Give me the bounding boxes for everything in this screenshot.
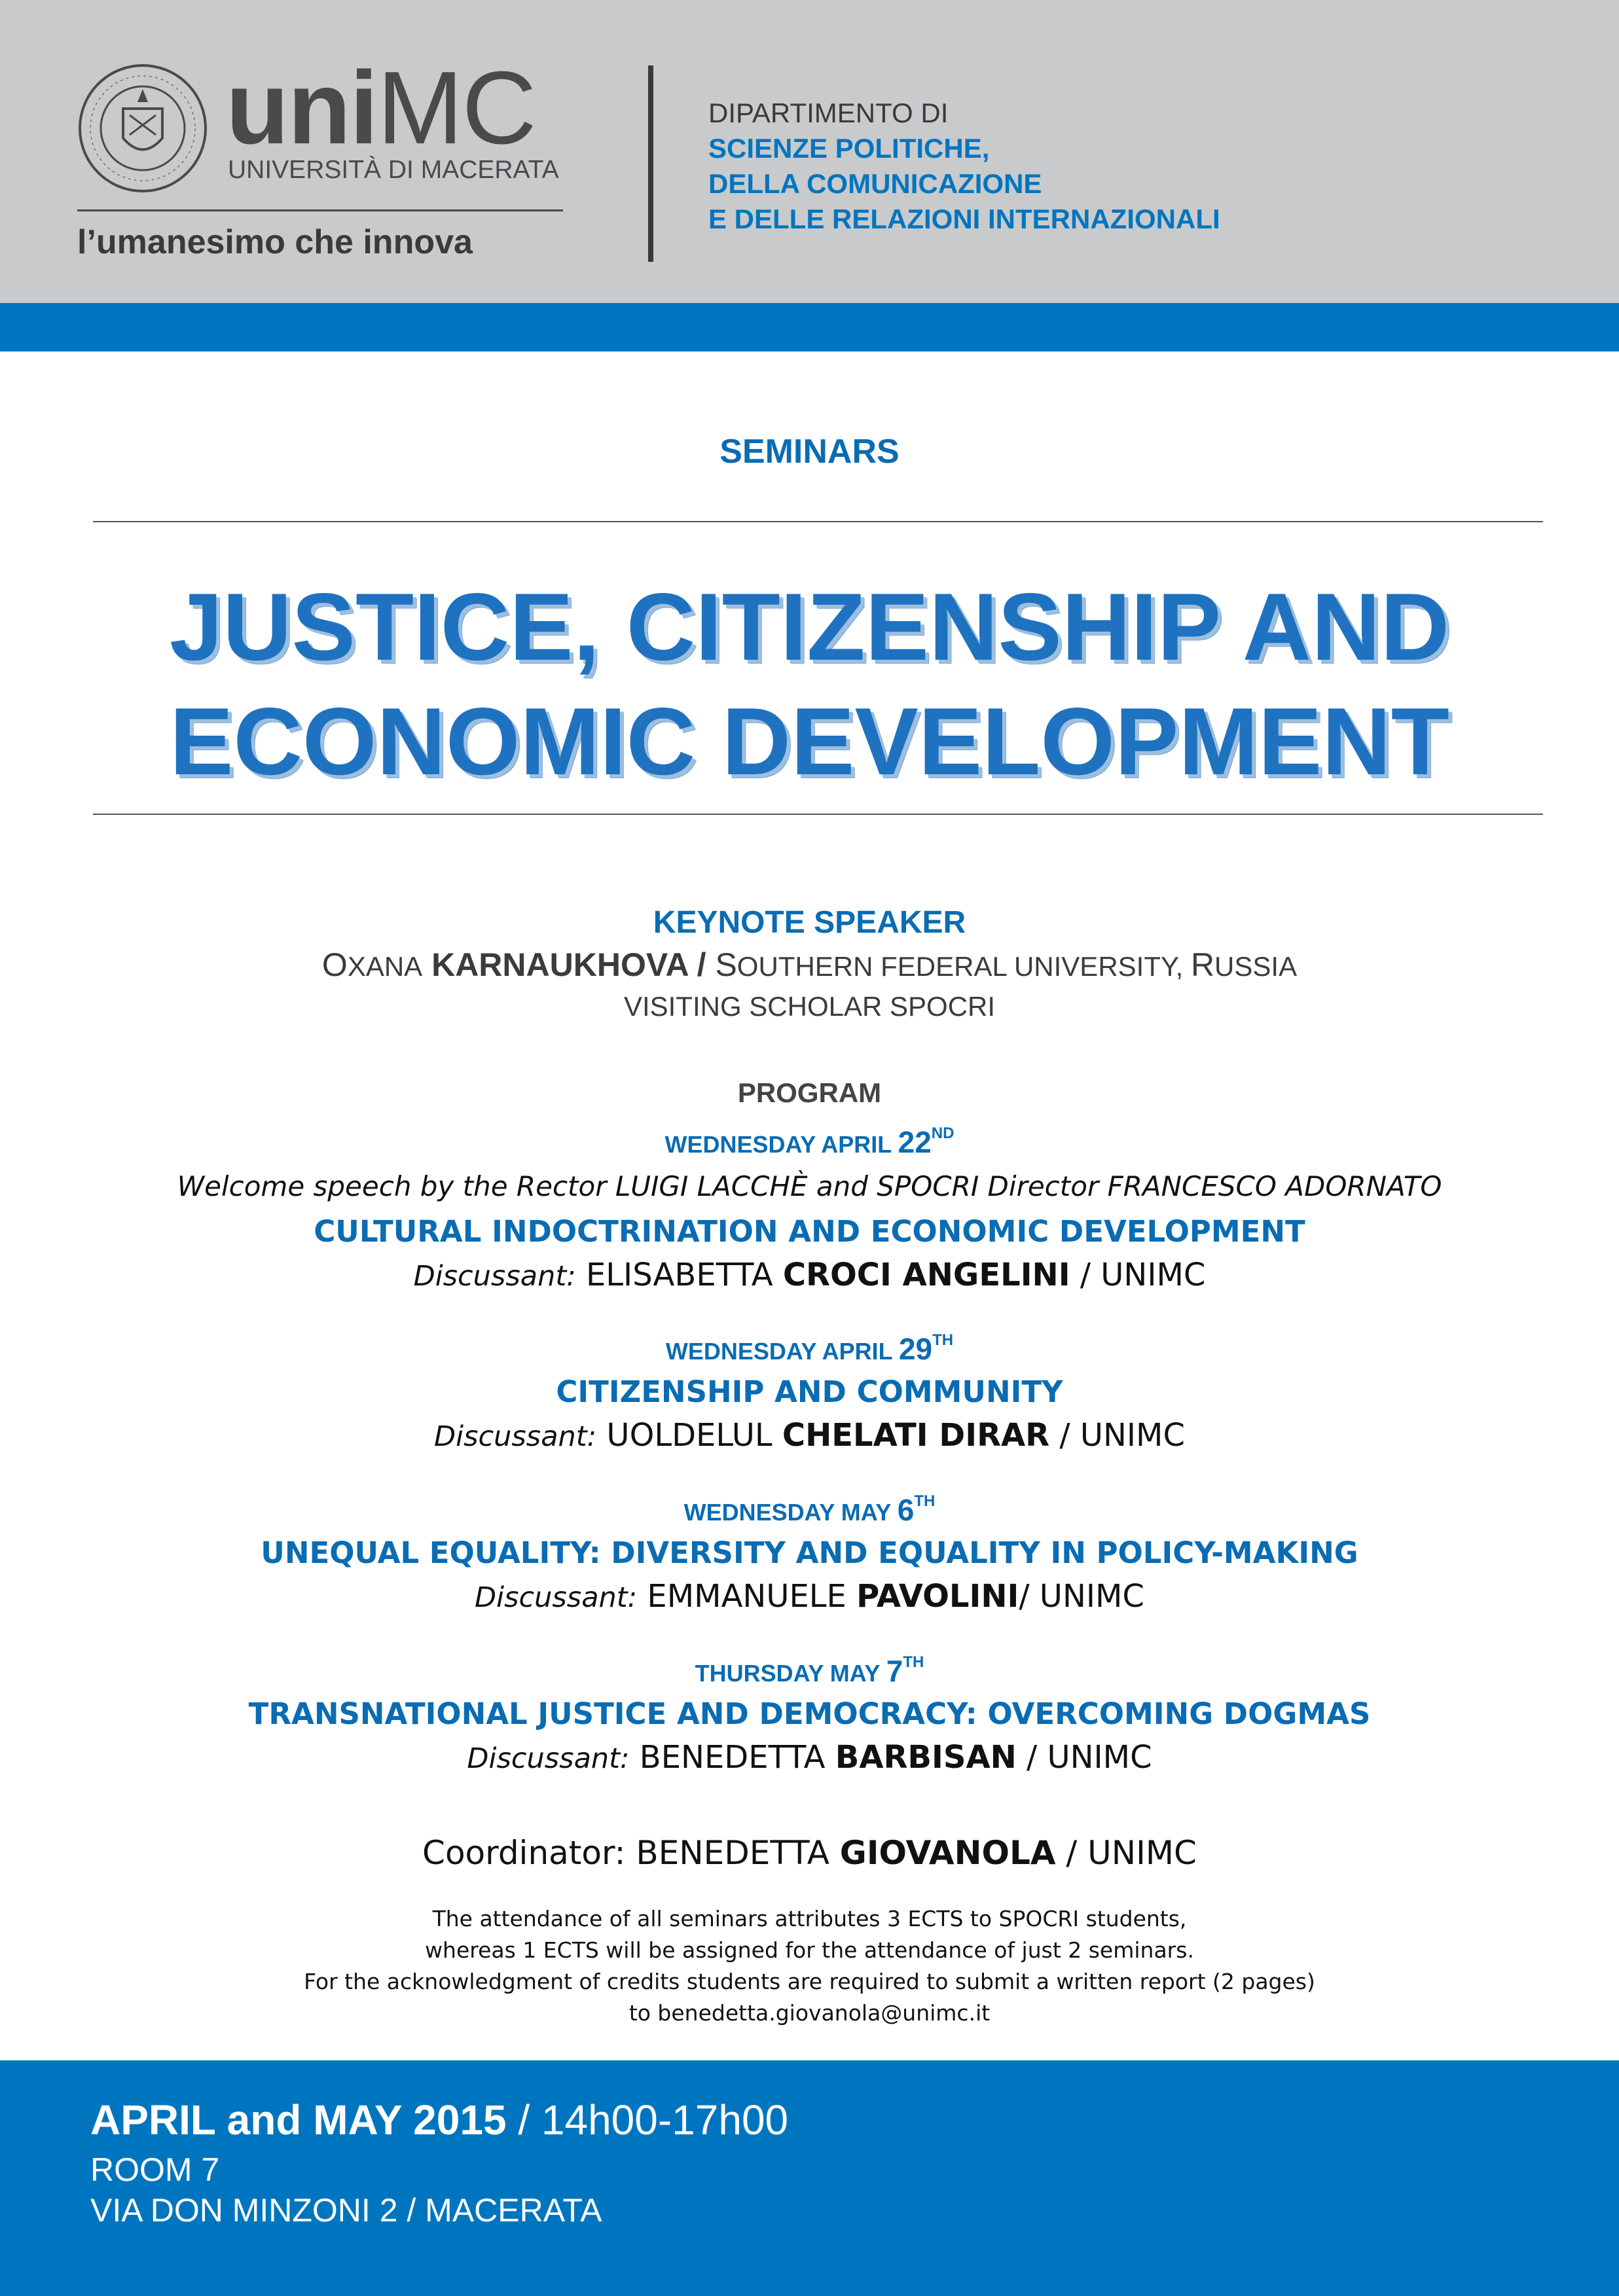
event-time: 14h00-17h00	[541, 2096, 789, 2144]
session-3-suffix: TH	[914, 1492, 936, 1510]
session-3-day: 6	[897, 1493, 915, 1527]
header-band	[0, 0, 1619, 303]
note-line-4: to benedetta.giovanola@unimc.it	[628, 2000, 991, 2026]
discussant-last: BARBISAN	[835, 1739, 1017, 1776]
header-blue-band	[0, 303, 1619, 351]
logo-uni: uni	[226, 50, 377, 166]
discussant-label: Discussant:	[475, 1581, 638, 1614]
session-1-date-text: WEDNESDAY APRIL	[664, 1131, 898, 1158]
logo-mc: MC	[376, 50, 536, 166]
discussant-affil: / UNIMC	[1019, 1578, 1144, 1615]
session-2-discussant	[0, 1417, 1619, 1454]
event-sep: /	[506, 2096, 541, 2144]
session-4-suffix: TH	[903, 1653, 924, 1671]
session-3-date-text: WEDNESDAY MAY	[683, 1499, 898, 1526]
note-line-1: The attendance of all seminars attributes 3 ECTS to SPOCRI students,	[432, 1906, 1187, 1931]
footer-band	[0, 2060, 1619, 2296]
discussant-last: CROCI ANGELINI	[782, 1257, 1070, 1293]
session-1-discussant	[0, 1257, 1619, 1293]
session-2-suffix: TH	[932, 1331, 954, 1349]
event-address: VIA DON MINZONI 2 / MACERATA	[90, 2192, 602, 2229]
session-4-day: 7	[886, 1654, 903, 1688]
session-4-date-text: THURSDAY MAY	[695, 1660, 886, 1687]
logo-divider	[77, 209, 563, 211]
university-name: UNIVERSITÀ DI MACERATA	[228, 156, 559, 184]
department-name	[708, 96, 1220, 237]
discussant-last: CHELATI DIRAR	[782, 1417, 1050, 1454]
tagline: l’umanesimo che innova	[77, 223, 473, 261]
session-1-date	[0, 1124, 1619, 1160]
seminars-label: SEMINARS	[719, 433, 900, 471]
discussant-label: Discussant:	[434, 1420, 597, 1453]
department-line-2: SCIENZE POLITICHE,	[708, 133, 990, 164]
coordinator	[0, 1834, 1619, 1872]
session-1-welcome: Welcome speech by the Rector LUIGI LACCHÈ and SPOCRI Director FRANCESCO ADORNATO	[177, 1170, 1442, 1202]
country-initial: R	[1190, 946, 1215, 983]
discussant-last: PAVOLINI	[856, 1578, 1019, 1615]
session-3-date	[0, 1492, 1619, 1528]
event-dates	[90, 2096, 788, 2144]
university-seal-icon	[77, 63, 208, 194]
title-bottom-rule	[93, 814, 1543, 815]
session-2-day: 29	[898, 1332, 933, 1366]
discussant-first: EMMANUELE	[637, 1578, 857, 1615]
session-1-day: 22	[898, 1125, 932, 1159]
session-4-discussant	[0, 1739, 1619, 1776]
coordinator-affil: / UNIMC	[1055, 1834, 1197, 1872]
speaker-surname: KARNAUKHOVA	[431, 946, 688, 983]
header-vertical-divider	[648, 65, 653, 262]
program-label: PROGRAM	[737, 1077, 882, 1108]
session-2-date-text: WEDNESDAY APRIL	[665, 1338, 899, 1365]
discussant-label: Discussant:	[413, 1260, 576, 1293]
note-line-2: whereas 1 ECTS will be assigned for the attendance of just 2 seminars.	[425, 1937, 1194, 1963]
speaker-first-initial: O	[321, 946, 348, 983]
speaker-first-rest: XANA	[347, 951, 423, 982]
event-room: ROOM 7	[90, 2151, 220, 2188]
session-1-suffix: ND	[931, 1124, 955, 1142]
country-sep: ,	[1175, 951, 1191, 982]
discussant-affil: / UNIMC	[1049, 1417, 1185, 1454]
session-3-discussant	[0, 1578, 1619, 1615]
department-line-1: DIPARTIMENTO DI	[708, 98, 949, 128]
keynote-label: KEYNOTE SPEAKER	[653, 905, 966, 940]
discussant-first: ELISABETTA	[575, 1257, 783, 1293]
title-line-2: ECONOMIC DEVELOPMENT	[170, 688, 1449, 795]
discussant-affil: / UNIMC	[1016, 1739, 1152, 1776]
affil-rest: OUTHERN FEDERAL UNIVERSITY	[737, 951, 1176, 982]
speaker-role: VISITING SCHOLAR SPOCRI	[623, 991, 996, 1022]
session-2-date	[0, 1331, 1619, 1367]
title-top-rule	[93, 521, 1543, 522]
discussant-first: BENEDETTA	[629, 1739, 835, 1776]
title-line-1: JUSTICE, CITIZENSHIP AND	[169, 573, 1450, 680]
affil-initial: S	[715, 946, 737, 983]
discussant-affil: / UNIMC	[1070, 1257, 1206, 1293]
speaker-sep: /	[687, 946, 716, 983]
keynote-speaker	[0, 946, 1619, 984]
coordinator-last: GIOVANOLA	[839, 1834, 1056, 1872]
coordinator-label: Coordinator: BENEDETTA	[422, 1834, 840, 1872]
session-4-date	[0, 1653, 1619, 1689]
session-3-title: UNEQUAL EQUALITY: DIVERSITY AND EQUALITY IN POLICY-MAKING	[261, 1535, 1358, 1570]
session-2-title: CITIZENSHIP AND COMMUNITY	[556, 1374, 1063, 1409]
unimc-logo	[226, 52, 536, 164]
session-1-title: CULTURAL INDOCTRINATION AND ECONOMIC DEVELOPMENT	[314, 1214, 1305, 1249]
session-4-title: TRANSNATIONAL JUSTICE AND DEMOCRACY: OVERCOMING DOGMAS	[248, 1696, 1371, 1731]
department-line-3: DELLA COMUNICAZIONE	[708, 168, 1042, 199]
department-line-4: E DELLE RELAZIONI INTERNAZIONALI	[708, 204, 1220, 234]
country-rest: USSIA	[1214, 951, 1298, 982]
note-line-3: For the acknowledgment of credits students are required to submit a written report (2 pages)	[304, 1969, 1315, 1994]
discussant-first: UOLDELUL	[596, 1417, 782, 1454]
event-months: APRIL and MAY 2015	[90, 2096, 507, 2144]
discussant-label: Discussant:	[467, 1742, 630, 1775]
